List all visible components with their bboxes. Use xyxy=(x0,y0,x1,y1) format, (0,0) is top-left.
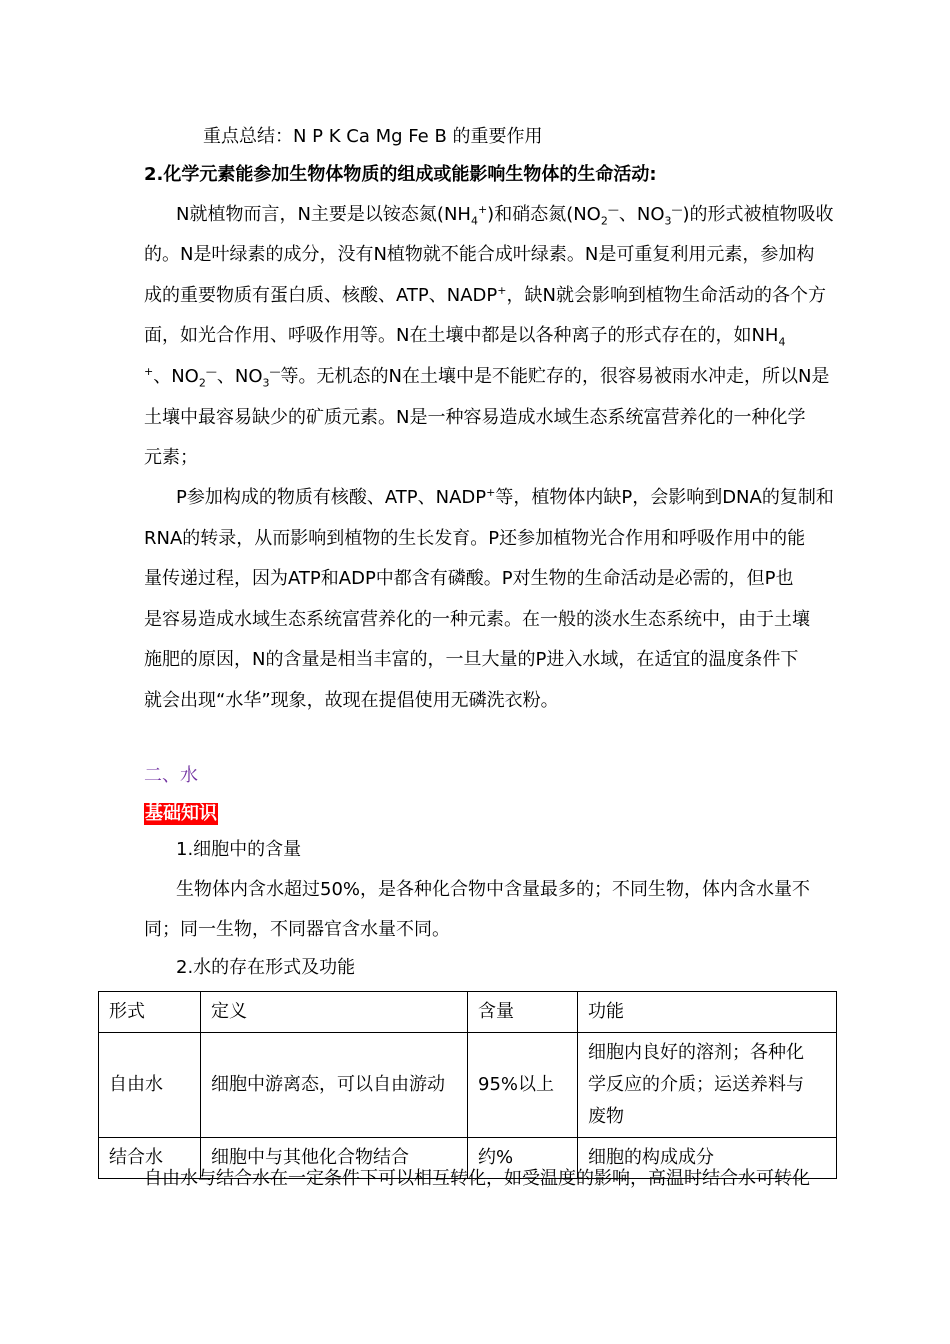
header-definition: 定义 xyxy=(201,992,468,1033)
superscript: + xyxy=(497,284,507,297)
header-form: 形式 xyxy=(99,992,201,1033)
last-line: 自由水与结合水在一定条件下可以相互转化，如受温度的影响，高温时结合水可转化 xyxy=(144,1168,810,1189)
table-header-row xyxy=(99,992,837,1033)
cell-amount: 95%以上 xyxy=(468,1033,578,1138)
cell-amount: 约% xyxy=(468,1138,578,1179)
cell-form: 结合水 xyxy=(99,1138,201,1179)
p-para-line-2: RNA的转录，从而影响到植物的生长发育。P还参加植物光合作用和呼吸作用中的能 xyxy=(144,528,806,549)
subscript: 3 xyxy=(262,376,270,390)
function-line: 废物 xyxy=(588,1106,624,1127)
n-para-line-6: 土壤中最容易缺少的矿质元素。N是一种容易造成水域生态系统富营养化的一种化学 xyxy=(144,407,806,428)
text: )的形式被植物吸收 xyxy=(682,204,834,225)
superscript: + xyxy=(486,486,496,499)
subscript: 4 xyxy=(778,335,786,349)
text: 等。无机态的N在土壤中是不能贮存的，很容易被雨水冲走，所以N是 xyxy=(280,366,830,387)
item-1-title: 1.细胞中的含量 xyxy=(176,839,302,860)
superscript: — xyxy=(607,203,619,216)
n-para-line-1 xyxy=(176,203,834,227)
subscript: 2 xyxy=(600,214,608,228)
heading-element-functions: 2.化学元素能参加生物体物质的组成或能影响生物体的生命活动: xyxy=(144,164,657,185)
superscript: + xyxy=(477,203,488,216)
basic-knowledge-tag: 基础知识 xyxy=(145,803,217,824)
superscript: + xyxy=(144,365,154,378)
water-para-line-1: 生物体内含水超过50%，是各种化合物中含量最多的；不同生物，体内含水量不 xyxy=(176,879,811,900)
text: 成的重要物质有蛋白质、核酸、ATP、NADP xyxy=(144,285,498,306)
section-title-water: 二、水 xyxy=(144,765,198,786)
superscript: — xyxy=(269,365,281,378)
text: 、NO xyxy=(153,366,199,387)
text: N就植物而言，N主要是以铵态氮(NH xyxy=(176,204,471,225)
n-para-line-2: 的。N是叶绿素的成分，没有N植物就不能合成叶绿素。N是可重复利用元素，参加构 xyxy=(144,244,815,265)
function-line: 细胞内良好的溶剂；各种化 xyxy=(588,1042,804,1063)
header-function: 功能 xyxy=(578,992,837,1033)
subscript: 2 xyxy=(198,376,206,390)
text: P参加构成的物质有核酸、ATP、NADP xyxy=(176,487,487,508)
p-para-line-4: 是容易造成水域生态系统富营养化的一种元素。在一般的淡水生态系统中，由于土壤 xyxy=(144,609,810,630)
cell-function: 细胞的构成成分 xyxy=(578,1138,837,1179)
superscript: — xyxy=(671,203,683,216)
text: )和硝态氮(NO xyxy=(487,204,601,225)
header-amount: 含量 xyxy=(468,992,578,1033)
item-2-title: 2.水的存在形式及功能 xyxy=(176,957,356,978)
summary-line: 重点总结：N P K Ca Mg Fe B 的重要作用 xyxy=(203,126,543,147)
cell-definition: 细胞中游离态，可以自由游动 xyxy=(201,1033,468,1138)
p-para-line-1 xyxy=(176,486,834,510)
subscript: 3 xyxy=(664,214,672,228)
superscript: — xyxy=(205,365,217,378)
text: 、NO xyxy=(216,366,263,387)
text: ，缺N就会影响到植物生命活动的各个方 xyxy=(506,285,826,306)
text: 等，植物体内缺P，会影响到DNA的复制和 xyxy=(495,487,834,508)
n-para-line-3 xyxy=(144,284,826,308)
cell-definition: 细胞中与其他化合物结合 xyxy=(201,1138,468,1179)
cell-form: 自由水 xyxy=(99,1033,201,1138)
n-para-line-7: 元素； xyxy=(144,447,198,468)
water-forms-table xyxy=(98,991,837,1179)
table-row xyxy=(99,1033,837,1138)
text: 、NO xyxy=(618,204,665,225)
n-para-line-5 xyxy=(144,365,829,389)
n-para-line-4 xyxy=(144,324,785,348)
water-para-line-2: 同；同一生物，不同器官含水量不同。 xyxy=(144,919,450,940)
p-para-line-3: 量传递过程，因为ATP和ADP中都含有磷酸。P对生物的生命活动是必需的，但P也 xyxy=(144,568,794,589)
p-para-line-6: 就会出现“水华”现象，故现在提倡使用无磷洗衣粉。 xyxy=(144,690,559,711)
p-para-line-5: 施肥的原因，N的含量是相当丰富的，一旦大量的P进入水域，在适宜的温度条件下 xyxy=(144,649,799,670)
subscript: 4 xyxy=(470,214,478,228)
text: 面，如光合作用、呼吸作用等。N在土壤中都是以各种离子的形式存在的，如NH xyxy=(144,325,779,346)
cell-function xyxy=(578,1033,837,1138)
function-line: 学反应的介质；运送养料与 xyxy=(588,1074,804,1095)
